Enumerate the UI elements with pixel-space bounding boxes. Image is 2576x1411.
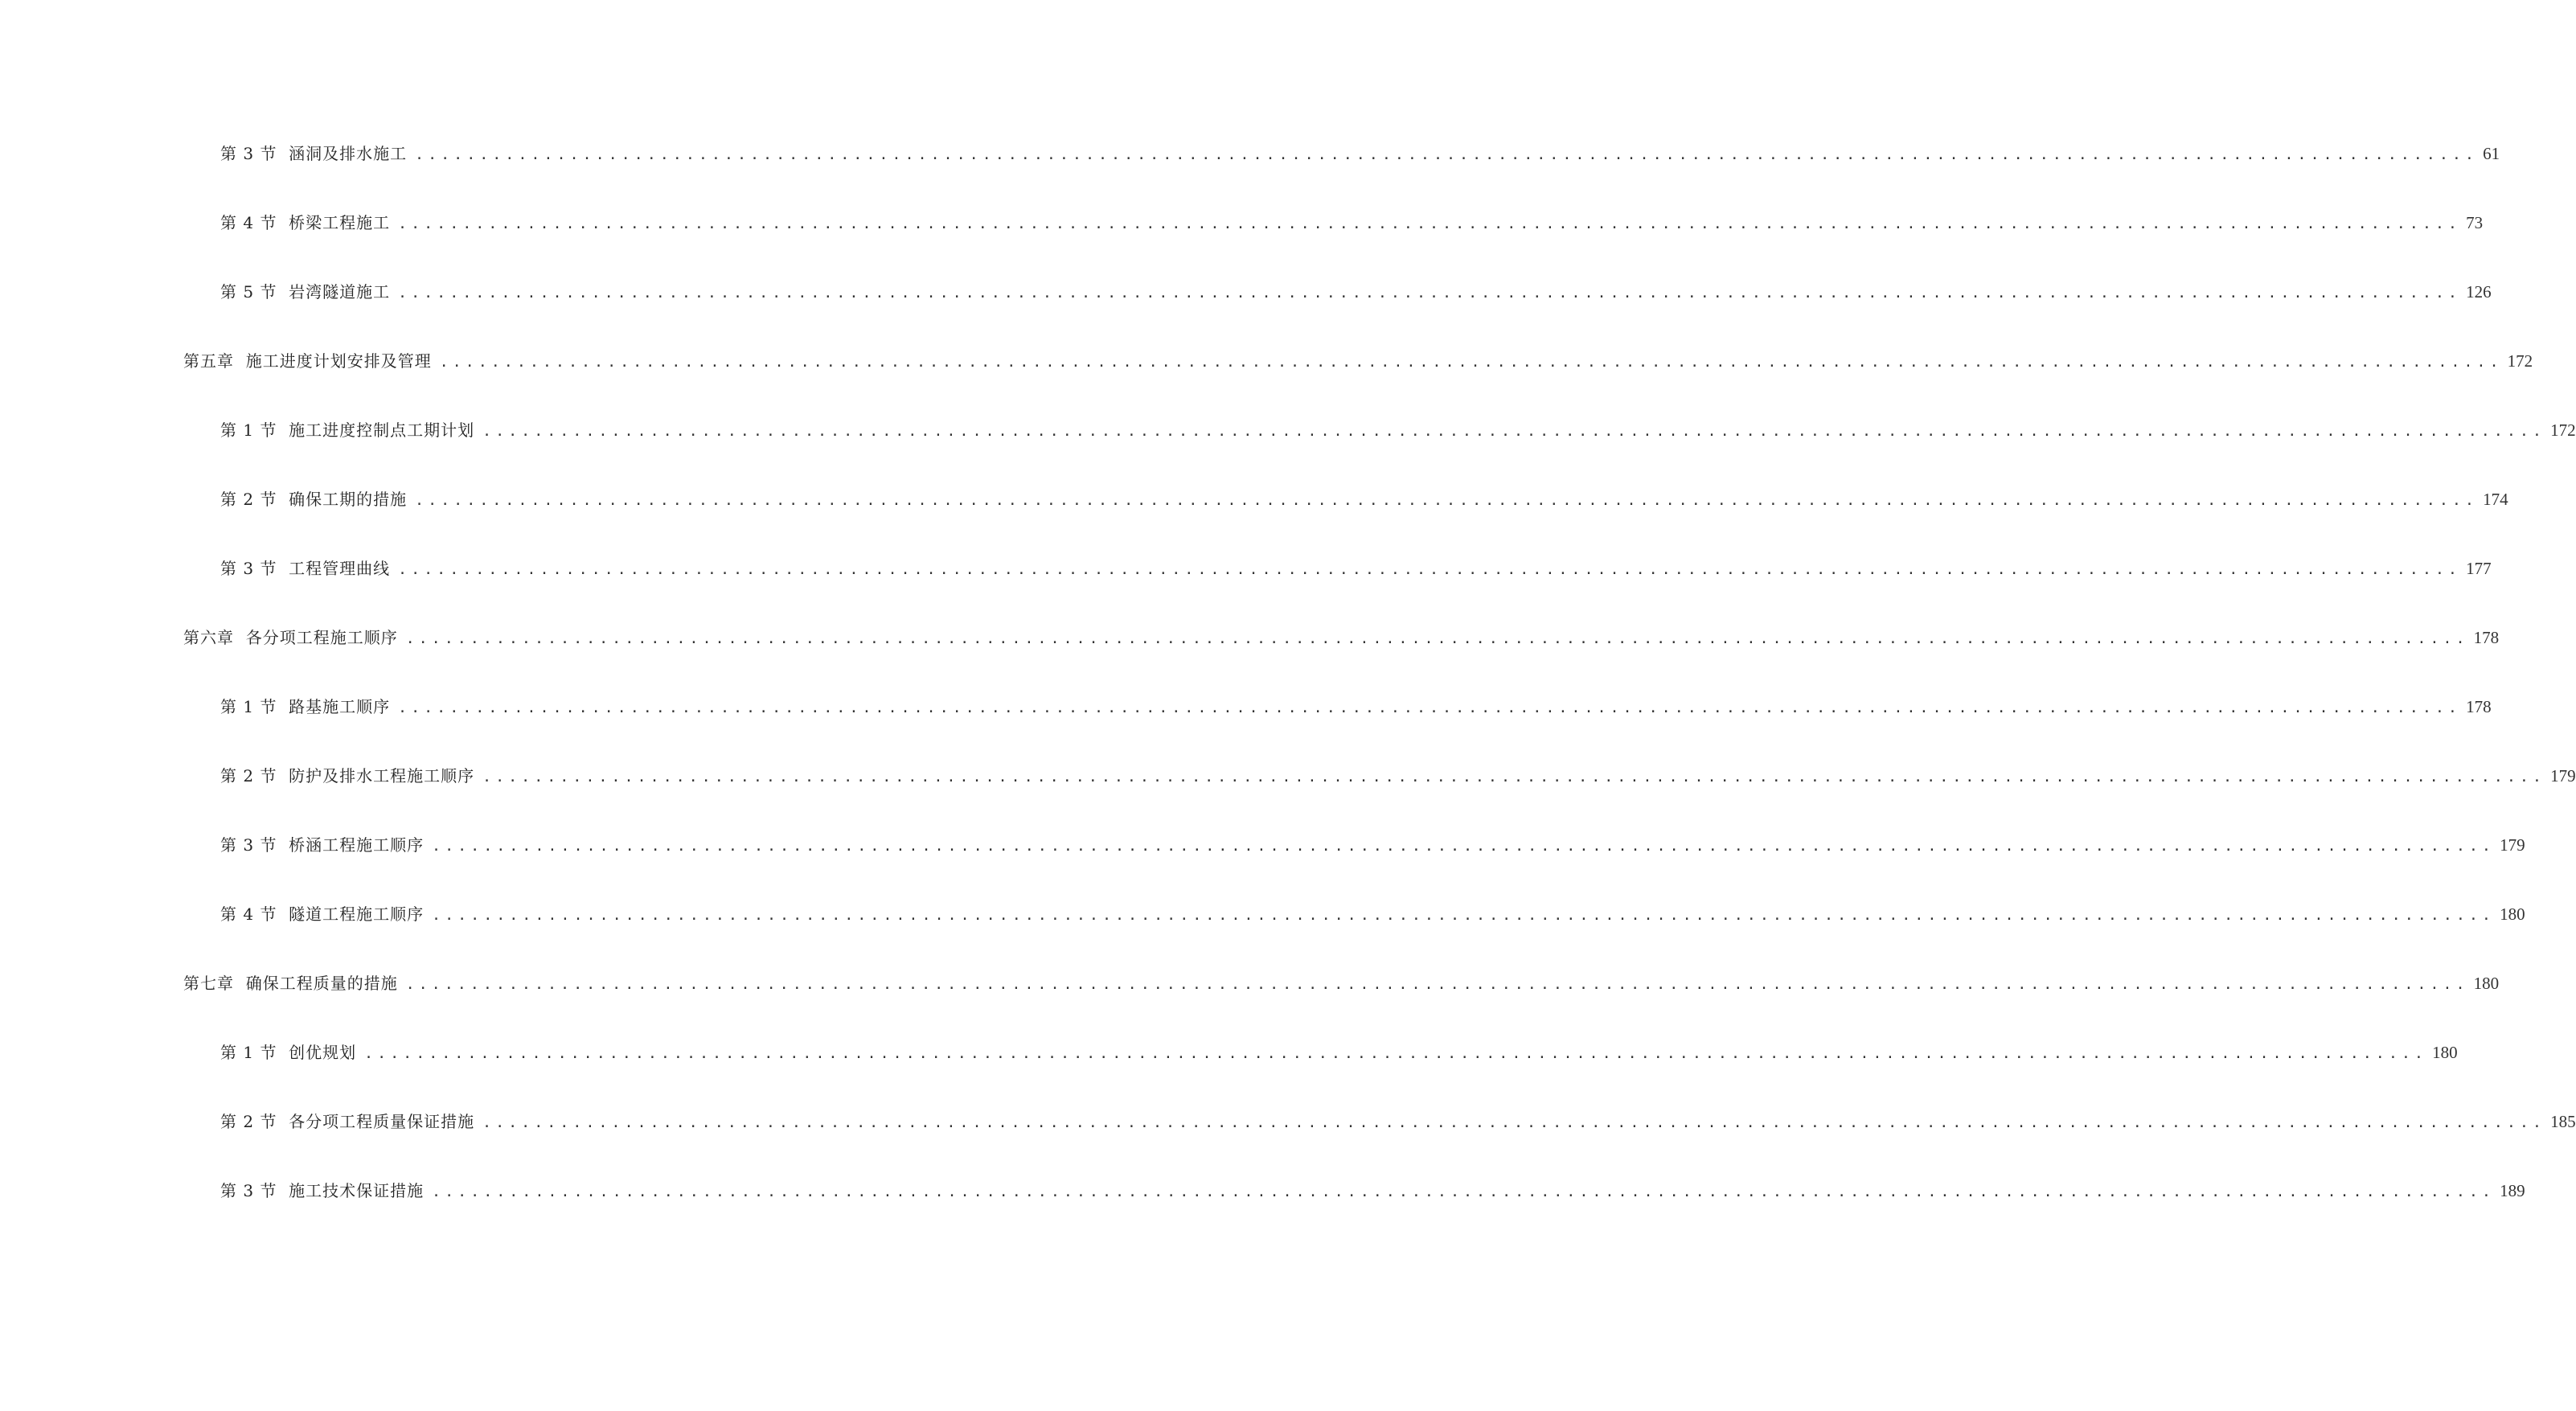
toc-entry-prefix: 第六章 — [183, 628, 234, 647]
toc-entry[interactable] — [220, 833, 2525, 857]
toc-dot-leader: ................................................................................................................................................................ — [432, 907, 2496, 924]
toc-entry[interactable] — [183, 349, 2533, 373]
toc-entry-prefix: 第 5 节 — [220, 282, 277, 301]
toc-page-number: 61 — [2483, 144, 2500, 163]
toc-dot-leader: ................................................................................................................................................................ — [415, 492, 2479, 509]
toc-entry[interactable] — [220, 211, 2484, 235]
toc-entry-label — [220, 1110, 474, 1134]
toc-entry[interactable] — [220, 695, 2492, 719]
toc-entry-label — [183, 626, 398, 650]
toc-dot-leader: ................................................................................................................................................................ — [482, 769, 2546, 785]
toc-entry-label — [220, 1040, 356, 1064]
toc-dot-leader: ................................................................................................................................................................ — [398, 561, 2462, 578]
toc-entry-title: 涵洞及排水施工 — [289, 144, 408, 163]
toc-page-number: 179 — [2550, 766, 2576, 785]
toc-page-number: 172 — [2507, 351, 2533, 371]
toc-page-number: 178 — [2473, 628, 2500, 647]
toc-dot-leader: ................................................................................................................................................................ — [439, 354, 2503, 371]
toc-page-number: 185 — [2550, 1112, 2576, 1131]
toc-dot-leader: ................................................................................................................................................................ — [398, 215, 2462, 232]
toc-entry-prefix: 第 2 节 — [220, 1112, 277, 1131]
toc-entry[interactable] — [220, 1179, 2525, 1203]
toc-entry-prefix: 第 2 节 — [220, 490, 277, 509]
toc-entry-title: 创优规划 — [289, 1043, 357, 1062]
toc-entry-label — [220, 418, 474, 442]
toc-entry-label — [220, 695, 390, 719]
toc-entry-prefix: 第 3 节 — [220, 835, 277, 855]
toc-entry-label — [220, 833, 424, 857]
toc-page-number: 180 — [2432, 1043, 2458, 1062]
toc-dot-leader: ................................................................................................................................................................ — [405, 976, 2469, 993]
toc-entry-title: 各分项工程质量保证措施 — [289, 1112, 475, 1131]
toc-dot-leader: ................................................................................................................................................................ — [482, 1114, 2546, 1131]
toc-entry-label — [220, 1179, 424, 1203]
toc-page-number: 189 — [2500, 1181, 2525, 1200]
toc-page-number: 179 — [2500, 835, 2525, 855]
toc-dot-leader: ................................................................................................................................................................ — [482, 423, 2546, 440]
toc-entry-prefix: 第七章 — [183, 974, 234, 993]
toc-page-number: 73 — [2466, 213, 2484, 232]
toc-entry-title: 岩湾隧道施工 — [289, 282, 391, 301]
toc-entry-label — [220, 764, 474, 788]
toc-entry[interactable] — [220, 142, 2500, 166]
toc-entry-title: 施工技术保证措施 — [289, 1181, 425, 1200]
toc-entry-label — [183, 349, 432, 373]
toc-entry-title: 路基施工顺序 — [289, 697, 391, 716]
toc-entry[interactable] — [220, 1040, 2458, 1064]
toc-entry-prefix: 第 2 节 — [220, 766, 277, 785]
toc-entry-title: 施工进度计划安排及管理 — [245, 351, 432, 371]
toc-dot-leader: ................................................................................................................................................................ — [405, 630, 2469, 647]
toc-entry[interactable] — [220, 487, 2508, 511]
toc-page-number: 177 — [2466, 559, 2492, 578]
toc-entry-prefix: 第 3 节 — [220, 559, 277, 578]
toc-page-number: 180 — [2500, 904, 2525, 924]
toc-entry-label — [220, 280, 390, 304]
toc-entry-title: 桥涵工程施工顺序 — [289, 835, 425, 855]
toc-entry[interactable] — [220, 1110, 2576, 1134]
toc-entry-label — [220, 556, 390, 580]
toc-page-number: 126 — [2466, 282, 2492, 301]
toc-entry[interactable] — [220, 902, 2525, 926]
toc-entry[interactable] — [220, 556, 2492, 580]
toc-entry-title: 施工进度控制点工期计划 — [289, 420, 475, 440]
toc-entry-label — [220, 211, 390, 235]
toc-entry-prefix: 第 4 节 — [220, 904, 277, 924]
toc-dot-leader: ................................................................................................................................................................ — [398, 285, 2462, 301]
toc-entry-title: 各分项工程施工顺序 — [245, 628, 398, 647]
toc-page-number: 180 — [2473, 974, 2500, 993]
toc-dot-leader: ................................................................................................................................................................ — [364, 1045, 2428, 1062]
toc-entry-prefix: 第 1 节 — [220, 697, 277, 716]
toc-dot-leader: ................................................................................................................................................................ — [432, 1183, 2496, 1200]
toc-entry-title: 桥梁工程施工 — [289, 213, 391, 232]
toc-dot-leader: ................................................................................................................................................................ — [398, 699, 2462, 716]
toc-entry-prefix: 第五章 — [183, 351, 234, 371]
toc-entry[interactable] — [220, 418, 2576, 442]
toc-entry-title: 防护及排水工程施工顺序 — [289, 766, 475, 785]
toc-entry-label — [220, 902, 424, 926]
toc-entry-title: 确保工程质量的措施 — [245, 974, 398, 993]
toc-entry-prefix: 第 3 节 — [220, 144, 277, 163]
toc-dot-leader: ................................................................................................................................................................ — [415, 146, 2479, 163]
toc-entry-label — [183, 971, 398, 995]
toc-page-number: 178 — [2466, 697, 2492, 716]
toc-entry-prefix: 第 4 节 — [220, 213, 277, 232]
toc-entry-title: 隧道工程施工顺序 — [289, 904, 425, 924]
toc-entry-label — [220, 142, 407, 166]
toc-entry[interactable] — [183, 626, 2500, 650]
toc-entry[interactable] — [220, 764, 2576, 788]
toc-entry-title: 工程管理曲线 — [289, 559, 391, 578]
toc-entry-prefix: 第 1 节 — [220, 420, 277, 440]
toc-dot-leader: ................................................................................................................................................................ — [432, 838, 2496, 855]
toc-entry[interactable] — [183, 971, 2500, 995]
toc-entry-title: 确保工期的措施 — [289, 490, 408, 509]
toc-entry-prefix: 第 1 节 — [220, 1043, 277, 1062]
toc-entry-label — [220, 487, 407, 511]
toc-entry-prefix: 第 3 节 — [220, 1181, 277, 1200]
toc-page-number: 174 — [2483, 490, 2508, 509]
toc-page-number: 172 — [2550, 420, 2576, 440]
toc-entry[interactable] — [220, 280, 2492, 304]
